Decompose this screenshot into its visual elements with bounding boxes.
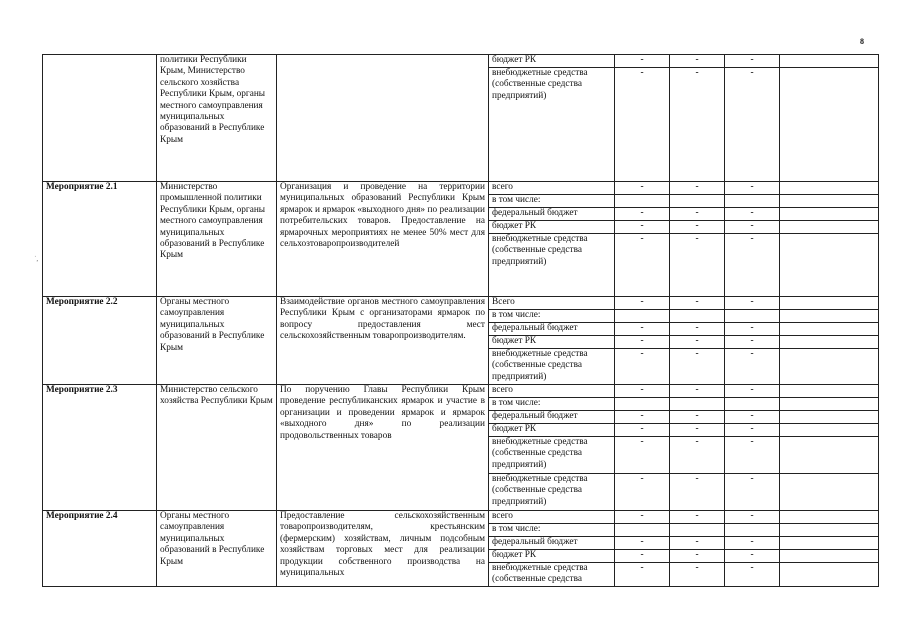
value-cell: - — [670, 511, 725, 524]
value-cell: - — [670, 336, 725, 349]
measure-cell: Мероприятие 2.1 — [43, 182, 157, 297]
empty-cell — [780, 563, 879, 587]
value-cell: - — [670, 385, 725, 398]
value-cell: - — [615, 68, 670, 182]
value-cell: - — [670, 411, 725, 424]
value-cell: - — [615, 297, 670, 310]
empty-cell — [780, 336, 879, 349]
funding-source: бюджет РК — [489, 221, 615, 234]
funding-source: в том числе: — [489, 524, 615, 537]
value-cell: - — [725, 297, 780, 310]
table-row — [43, 182, 879, 195]
empty-cell — [670, 524, 725, 537]
value-cell: - — [615, 411, 670, 424]
value-cell: - — [670, 68, 725, 182]
executor-cell: Органы местного самоуправления муниципальных образований в Республике Крым — [157, 297, 277, 385]
value-cell: - — [670, 550, 725, 563]
empty-cell — [780, 310, 879, 323]
value-cell: - — [725, 349, 780, 385]
empty-cell — [780, 323, 879, 336]
value-cell: - — [725, 474, 780, 511]
value-cell: - — [725, 437, 780, 474]
value-cell: - — [670, 234, 725, 297]
empty-cell — [725, 524, 780, 537]
value-cell: - — [725, 563, 780, 587]
empty-cell — [670, 310, 725, 323]
measure-cell: Мероприятие 2.3 — [43, 385, 157, 511]
value-cell: - — [615, 208, 670, 221]
value-cell: - — [670, 349, 725, 385]
value-cell: - — [670, 437, 725, 474]
table-row — [43, 385, 879, 398]
empty-cell — [780, 208, 879, 221]
value-cell: - — [615, 474, 670, 511]
description-cell — [277, 55, 489, 182]
funding-source: в том числе: — [489, 195, 615, 208]
value-cell: - — [615, 424, 670, 437]
value-cell: - — [725, 550, 780, 563]
funding-source: внебюджетные средства (собственные средства предприятий) — [489, 437, 615, 474]
empty-cell — [615, 398, 670, 411]
measure-cell: Мероприятие 2.2 — [43, 297, 157, 385]
value-cell: - — [615, 182, 670, 195]
value-cell: - — [725, 208, 780, 221]
empty-cell — [780, 424, 879, 437]
value-cell: - — [725, 55, 780, 68]
empty-cell — [780, 411, 879, 424]
value-cell: - — [615, 221, 670, 234]
description-cell: Предоставление сельскохозяйственным товаропроизводителям, крестьянским (фермерским) хозяйствам, личным подсобным хозяйствам торговых мест для реализации продукции собственного производства на муниципальных — [277, 511, 489, 587]
value-cell: - — [670, 221, 725, 234]
value-cell: - — [725, 221, 780, 234]
executor-cell: Министерство сельского хозяйства Республики Крым — [157, 385, 277, 511]
empty-cell — [780, 524, 879, 537]
value-cell: - — [615, 385, 670, 398]
value-cell: - — [615, 234, 670, 297]
funding-source: бюджет РК — [489, 55, 615, 68]
empty-cell — [780, 297, 879, 310]
funding-source: всего — [489, 385, 615, 398]
empty-cell — [670, 398, 725, 411]
value-cell: - — [725, 537, 780, 550]
table-row — [43, 511, 879, 524]
value-cell: - — [615, 323, 670, 336]
empty-cell — [780, 349, 879, 385]
measure-cell — [43, 55, 157, 182]
empty-cell — [780, 550, 879, 563]
funding-source: бюджет РК — [489, 550, 615, 563]
value-cell: - — [670, 323, 725, 336]
program-measures-table — [42, 54, 879, 587]
value-cell: - — [725, 68, 780, 182]
value-cell: - — [615, 437, 670, 474]
value-cell: - — [670, 537, 725, 550]
value-cell: - — [725, 385, 780, 398]
empty-cell — [780, 221, 879, 234]
funding-source: всего — [489, 182, 615, 195]
funding-source: всего — [489, 511, 615, 524]
empty-cell — [615, 195, 670, 208]
description-cell: Организация и проведение на территории муниципальных образований Республики Крым ярмарок и ярмарок «выходного дня» по реализации потребительских товаров. Предоставление на ярмарочных мероприятиях не менее 50% мест для сельхозтоваропроизводителей — [277, 182, 489, 297]
value-cell: - — [725, 511, 780, 524]
executor-cell: Министерство промышленной политики Республики Крым, органы местного самоуправления муниципальных образований в Республике Крым — [157, 182, 277, 297]
executor-cell: Органы местного самоуправления муниципальных образований в Республике Крым — [157, 511, 277, 587]
value-cell: - — [615, 349, 670, 385]
scan-mark: ˈ, — [34, 255, 39, 263]
funding-source: в том числе: — [489, 310, 615, 323]
funding-source: внебюджетные средства (собственные средства — [489, 563, 615, 587]
value-cell: - — [725, 336, 780, 349]
funding-source: Всего — [489, 297, 615, 310]
empty-cell — [780, 398, 879, 411]
value-cell: - — [670, 474, 725, 511]
description-cell: По поручению Главы Республики Крым проведение республиканских ярмарок и участие в организации и проведении ярмарок и ярмарок «выходного дня» по реализации продовольственных товаров — [277, 385, 489, 511]
funding-source: внебюджетные средства (собственные средства предприятий) — [489, 68, 615, 182]
empty-cell — [780, 437, 879, 474]
table-row — [43, 297, 879, 310]
empty-cell — [780, 537, 879, 550]
empty-cell — [780, 511, 879, 524]
value-cell: - — [615, 563, 670, 587]
empty-cell — [670, 195, 725, 208]
funding-source: бюджет РК — [489, 424, 615, 437]
value-cell: - — [615, 336, 670, 349]
value-cell: - — [615, 55, 670, 68]
empty-cell — [780, 234, 879, 297]
funding-source: федеральный бюджет — [489, 411, 615, 424]
value-cell: - — [725, 424, 780, 437]
value-cell: - — [725, 234, 780, 297]
value-cell: - — [615, 550, 670, 563]
value-cell: - — [670, 563, 725, 587]
funding-source: внебюджетные средства (собственные средства предприятий) — [489, 349, 615, 385]
empty-cell — [615, 310, 670, 323]
empty-cell — [725, 398, 780, 411]
empty-cell — [780, 474, 879, 511]
funding-source: в том числе: — [489, 398, 615, 411]
funding-source: федеральный бюджет — [489, 323, 615, 336]
empty-cell — [780, 55, 879, 68]
empty-cell — [615, 524, 670, 537]
empty-cell — [725, 195, 780, 208]
value-cell: - — [725, 323, 780, 336]
value-cell: - — [670, 297, 725, 310]
empty-cell — [780, 68, 879, 182]
funding-source: бюджет РК — [489, 336, 615, 349]
value-cell: - — [615, 537, 670, 550]
empty-cell — [725, 310, 780, 323]
table-row — [43, 55, 879, 68]
description-cell: Взаимодействие органов местного самоуправления Республики Крым с организаторами ярмарок по вопросу предоставления мест сельскохозяйственным товаропроизводителям. — [277, 297, 489, 385]
value-cell: - — [670, 182, 725, 195]
value-cell: - — [670, 424, 725, 437]
value-cell: - — [670, 55, 725, 68]
empty-cell — [780, 182, 879, 195]
funding-source: федеральный бюджет — [489, 537, 615, 550]
value-cell: - — [725, 182, 780, 195]
executor-cell: политики Республики Крым, Министерство сельского хозяйства Республики Крым, органы местного самоуправления муниципальных образований в Республике Крым — [157, 55, 277, 182]
empty-cell — [780, 195, 879, 208]
value-cell: - — [670, 208, 725, 221]
funding-source: внебюджетные средства (собственные средства предприятий) — [489, 474, 615, 511]
page-number: 8 — [860, 37, 864, 46]
measure-cell: Мероприятие 2.4 — [43, 511, 157, 587]
funding-source: внебюджетные средства (собственные средства предприятий) — [489, 234, 615, 297]
value-cell: - — [615, 511, 670, 524]
empty-cell — [780, 385, 879, 398]
value-cell: - — [725, 411, 780, 424]
funding-source: федеральный бюджет — [489, 208, 615, 221]
